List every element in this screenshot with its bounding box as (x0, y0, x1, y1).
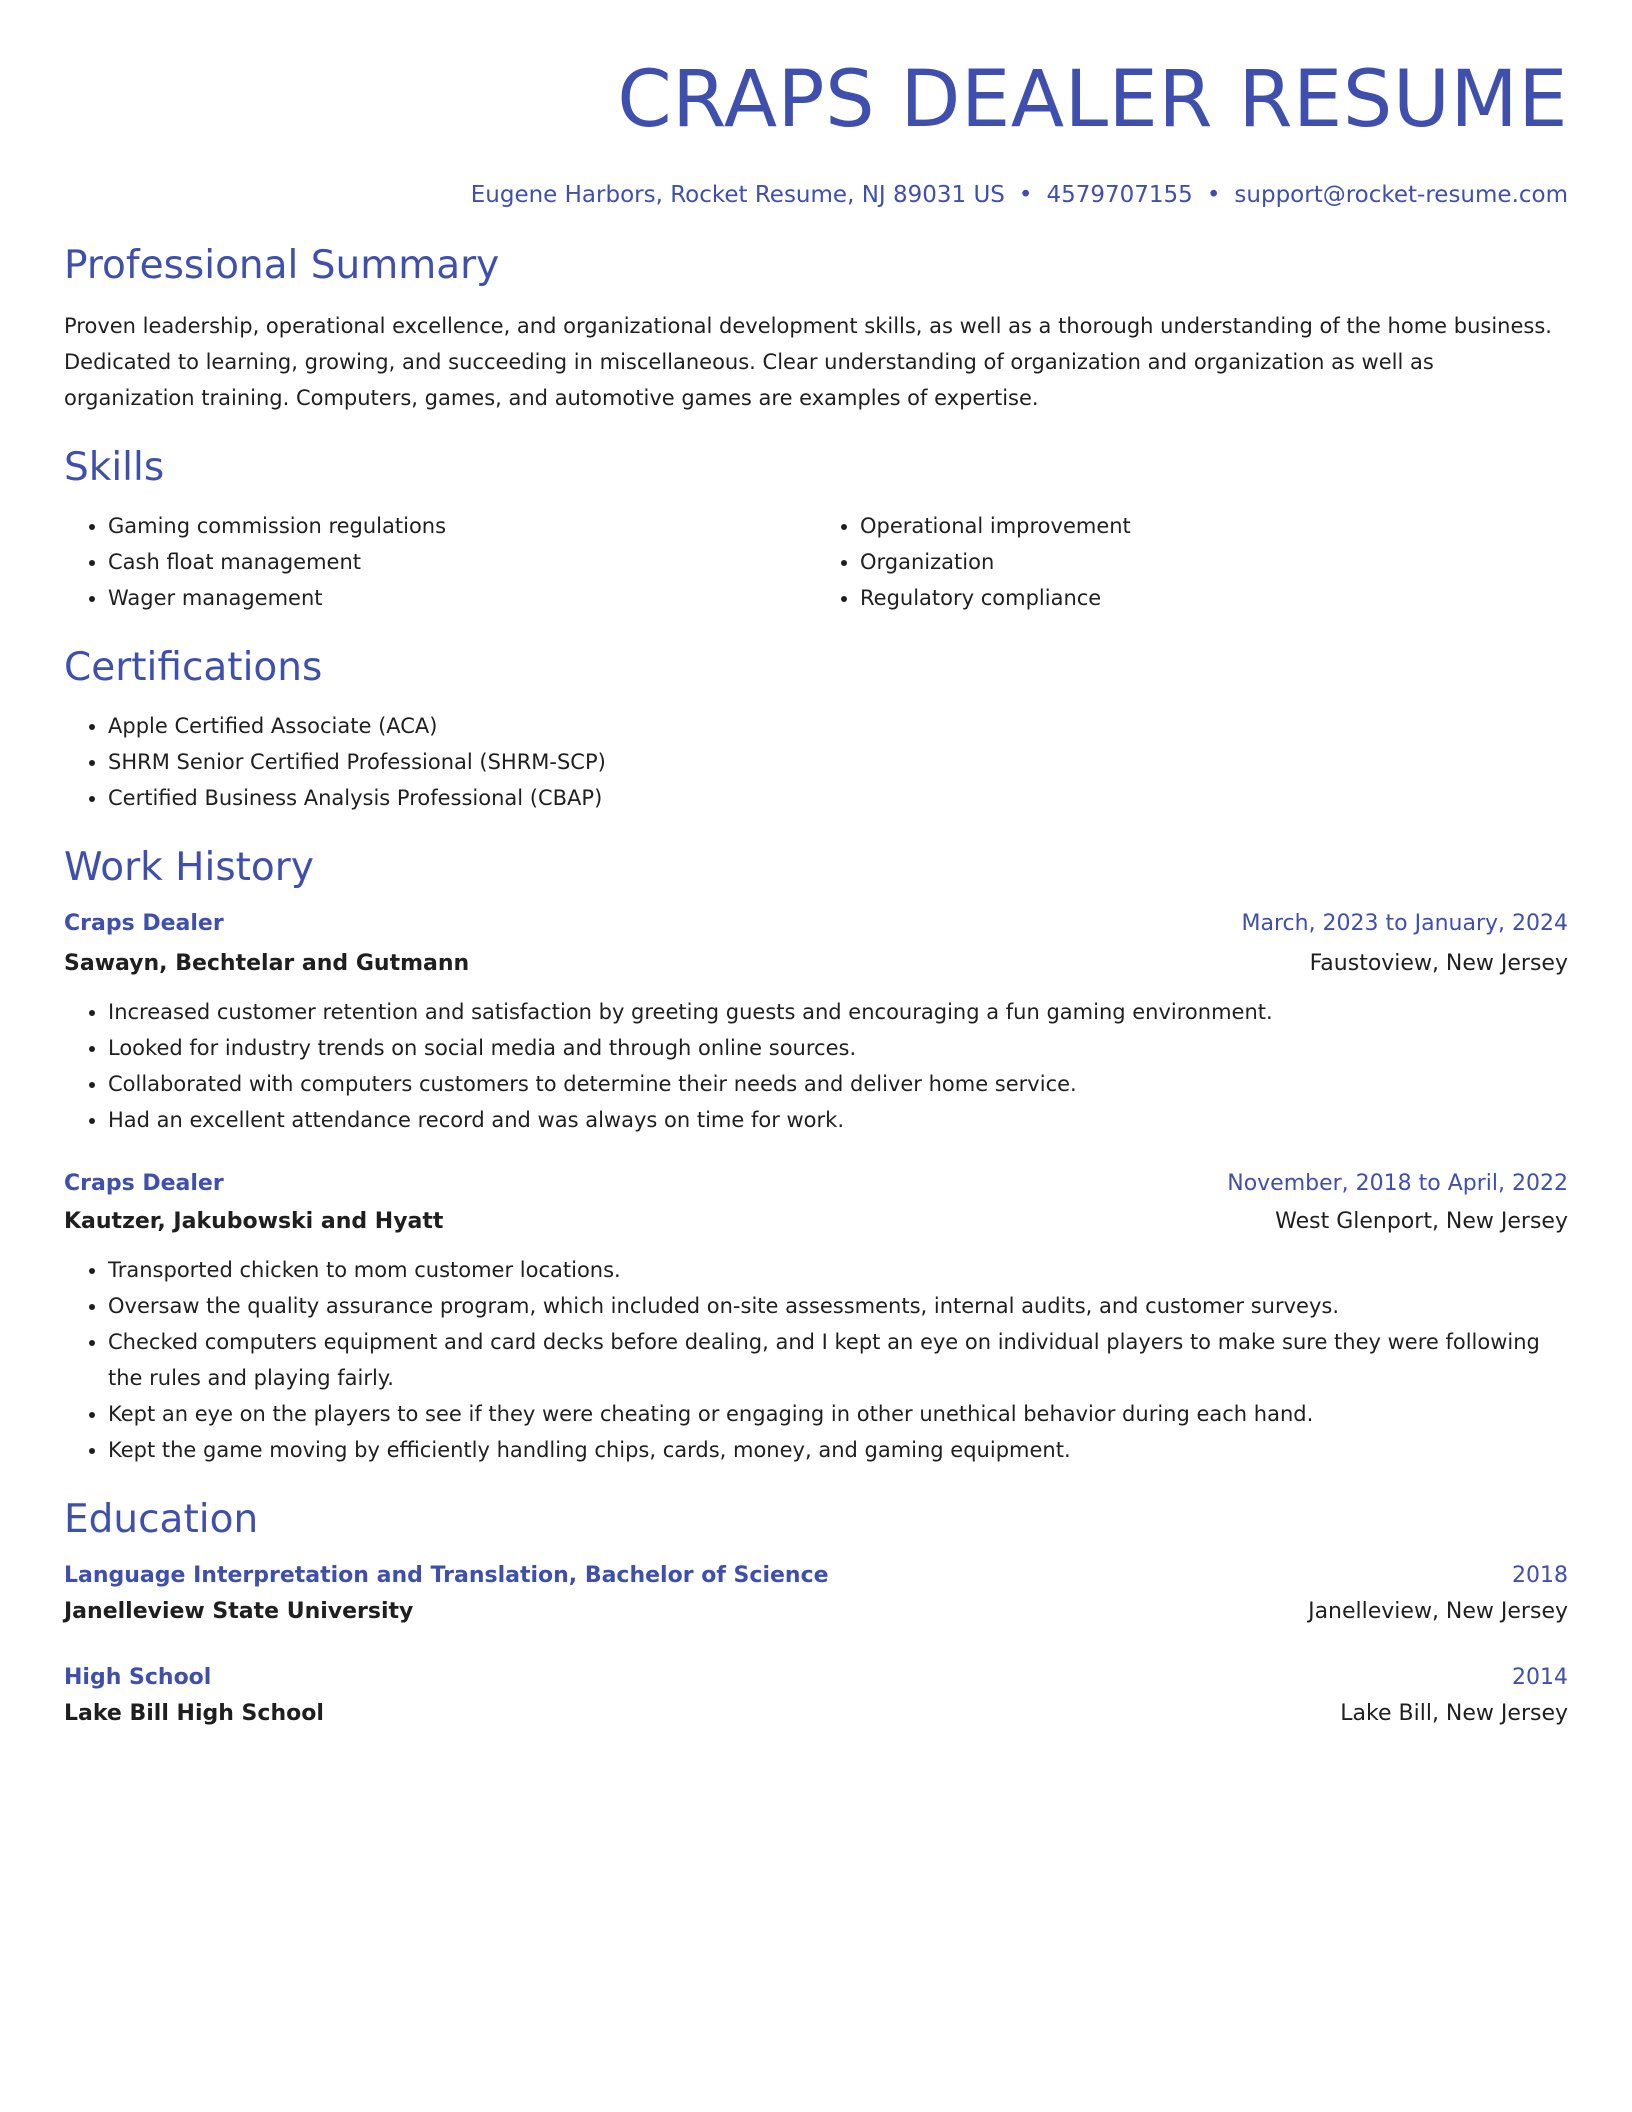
job-title-row (64, 1168, 1568, 1200)
contact-phone: 4579707155 (1046, 182, 1193, 208)
contact-email: support@rocket-resume.com (1234, 182, 1568, 208)
skills-heading: Skills (64, 445, 165, 490)
job-bullet: • Increased customer retention and satisfaction by greeting guests and encouraging a fun gaming environment. (108, 994, 1568, 1030)
job-bullet: • Collaborated with computers customers to determine their needs and deliver home service. (108, 1066, 1568, 1102)
education-school-row (64, 1596, 1568, 1628)
education-degree: Language Interpretation and Translation, Bachelor of Science (64, 1563, 829, 1588)
contact-line (64, 178, 1568, 212)
education-school: Lake Bill High School (64, 1701, 324, 1726)
education-degree: High School (64, 1665, 212, 1690)
contact-address: Eugene Harbors, Rocket Resume, NJ 89031 US (470, 182, 1005, 208)
education-entry (64, 1662, 1568, 1730)
job-bullets (64, 994, 1568, 1138)
job-bullets (64, 1252, 1568, 1468)
job-company-row (64, 1206, 1568, 1238)
job-dates: March, 2023 to January, 2024 (1241, 911, 1568, 936)
job-location: Faustoview, New Jersey (1309, 951, 1568, 976)
job-title: Craps Dealer (64, 911, 224, 936)
skill-item: • Cash float management (108, 544, 816, 580)
summary-text: Proven leadership, operational excellence, and organizational development skills, as well as a thorough understanding of the home business. Dedicated to learning, growing, and succeeding in miscellaneous. Clear understanding of organization and organization as well as organization training. Computers, games, and automotive games are examples of expertise. (64, 314, 1552, 410)
skills-list (64, 508, 1568, 616)
contact-separator: • (1206, 182, 1221, 208)
job-bullet: • Looked for industry trends on social media and through online sources. (108, 1030, 1568, 1066)
job-bullet: • Kept an eye on the players to see if they were cheating or engaging in other unethical behavior during each hand. (108, 1396, 1568, 1432)
education-school: Janelleview State University (64, 1599, 414, 1624)
job-bullet: • Checked computers equipment and card decks before dealing, and I kept an eye on individual players to make sure they were following the rules and playing fairly. (108, 1324, 1568, 1396)
education-degree-row (64, 1662, 1568, 1694)
education-heading: Education (64, 1497, 259, 1542)
skill-item: • Wager management (108, 580, 816, 616)
job-entry (64, 1168, 1568, 1468)
certifications-heading: Certifications (64, 645, 323, 690)
education-year: 2018 (1512, 1563, 1568, 1588)
skill-item: • Organization (860, 544, 1568, 580)
job-bullet: • Oversaw the quality assurance program, which included on-site assessments, internal audits, and customer surveys. (108, 1288, 1568, 1324)
education-degree-row (64, 1560, 1568, 1592)
job-title: Craps Dealer (64, 1171, 224, 1196)
resume-title: CRAPS DEALER RESUME (617, 55, 1568, 145)
job-dates: November, 2018 to April, 2022 (1227, 1171, 1568, 1196)
job-location: West Glenport, New Jersey (1275, 1209, 1568, 1234)
education-location: Lake Bill, New Jersey (1340, 1701, 1568, 1726)
job-bullet: • Transported chicken to mom customer locations. (108, 1252, 1568, 1288)
job-bullet: • Had an excellent attendance record and was always on time for work. (108, 1102, 1568, 1138)
skill-item: • Regulatory compliance (860, 580, 1568, 616)
job-company-row (64, 948, 1568, 980)
summary-heading: Professional Summary (64, 243, 500, 288)
job-bullet: • Kept the game moving by efficiently handling chips, cards, money, and gaming equipment. (108, 1432, 1568, 1468)
skills-column-right (816, 508, 1568, 616)
work-history-heading: Work History (64, 845, 314, 890)
job-company: Sawayn, Bechtelar and Gutmann (64, 951, 470, 976)
skills-column-left (64, 508, 816, 616)
certification-item: • Apple Certified Associate (ACA) (108, 708, 1568, 744)
job-entry (64, 908, 1568, 1138)
job-title-row (64, 908, 1568, 940)
certifications-list (64, 708, 1568, 816)
certification-item: • Certified Business Analysis Professional (CBAP) (108, 780, 1568, 816)
resume-page (64, 48, 1568, 1730)
skill-item: • Operational improvement (860, 508, 1568, 544)
education-entry (64, 1560, 1568, 1628)
education-school-row (64, 1698, 1568, 1730)
job-company: Kautzer, Jakubowski and Hyatt (64, 1209, 444, 1234)
education-year: 2014 (1512, 1665, 1568, 1690)
skill-item: • Gaming commission regulations (108, 508, 816, 544)
certification-item: • SHRM Senior Certified Professional (SHRM-SCP) (108, 744, 1568, 780)
contact-separator: • (1018, 182, 1033, 208)
education-location: Janelleview, New Jersey (1308, 1599, 1568, 1624)
